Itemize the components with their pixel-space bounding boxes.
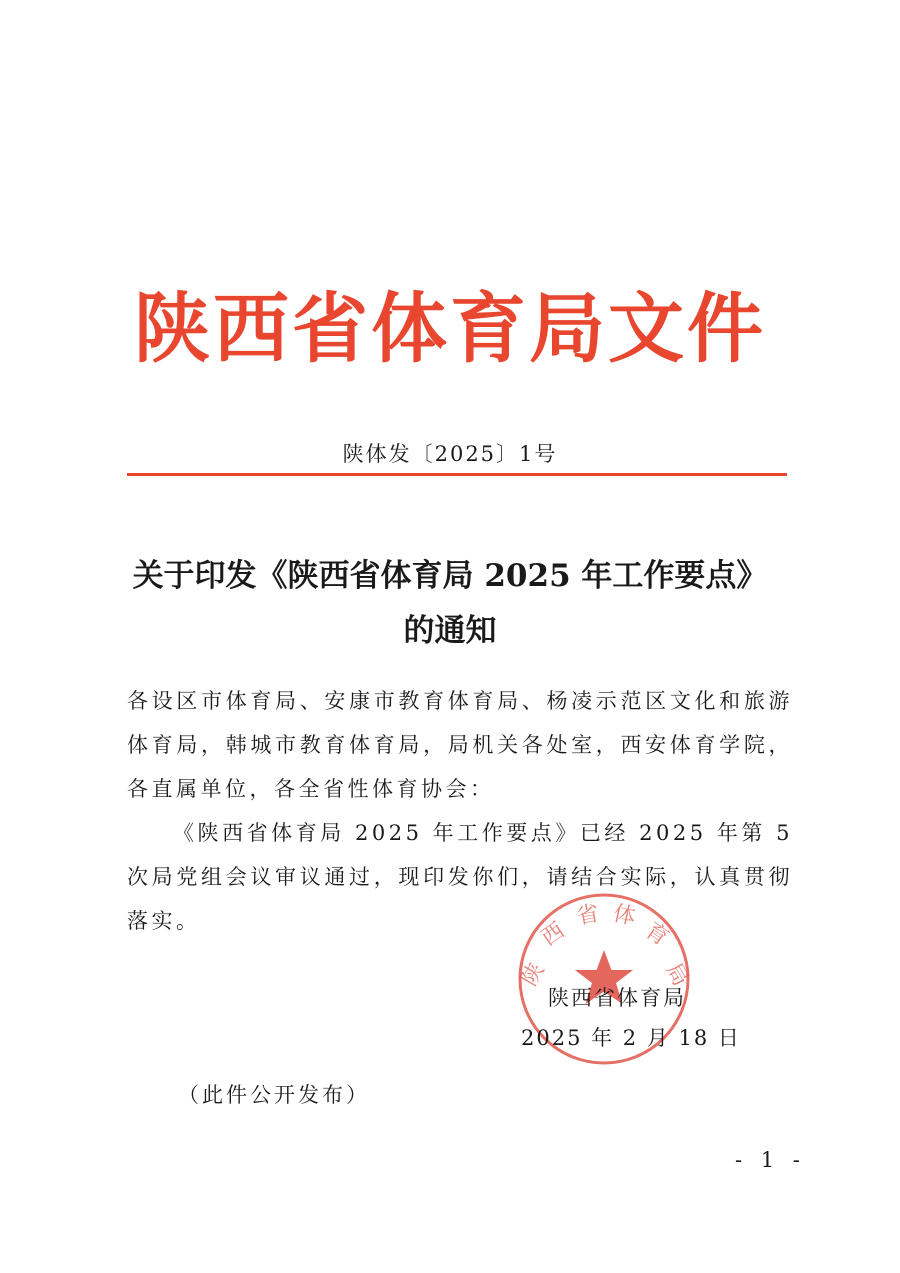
- document-title-line-1: 关于印发《陕西省体育局 2025 年工作要点》: [132, 558, 768, 594]
- signature-organization: 陕西省体育局: [548, 986, 686, 1010]
- svg-text:局: 局: [660, 958, 693, 991]
- svg-text:西: 西: [537, 918, 570, 952]
- issuer-header: 陕西省体育局文件: [134, 284, 766, 373]
- svg-text:陕: 陕: [517, 958, 550, 991]
- svg-text:体: 体: [610, 901, 638, 931]
- salutation: 各设区市体育局、安康市教育体育局、杨凌示范区文化和旅游体育局，韩城市教育体育局，局机关各处室，西安体育学院，各直属单位，各全省性体育协会：: [127, 689, 793, 801]
- svg-text:省: 省: [574, 901, 601, 930]
- document-title-line-2: 的通知: [403, 613, 497, 649]
- svg-text:育: 育: [640, 918, 673, 952]
- signature-date: 2025 年 2 月 18 日: [521, 1026, 741, 1050]
- document-number: 陕体发〔2025〕1号: [342, 442, 558, 466]
- body-paragraph: 《陕西省体育局 2025 年工作要点》已经 2025 年第 5 次局党组会议审议通过，现印发你们，请结合实际，认真贯彻落实。: [127, 821, 793, 933]
- public-release-note: （此件公开发布）: [178, 1083, 370, 1107]
- red-divider: [127, 473, 787, 476]
- page-number: - 1 -: [735, 1148, 806, 1172]
